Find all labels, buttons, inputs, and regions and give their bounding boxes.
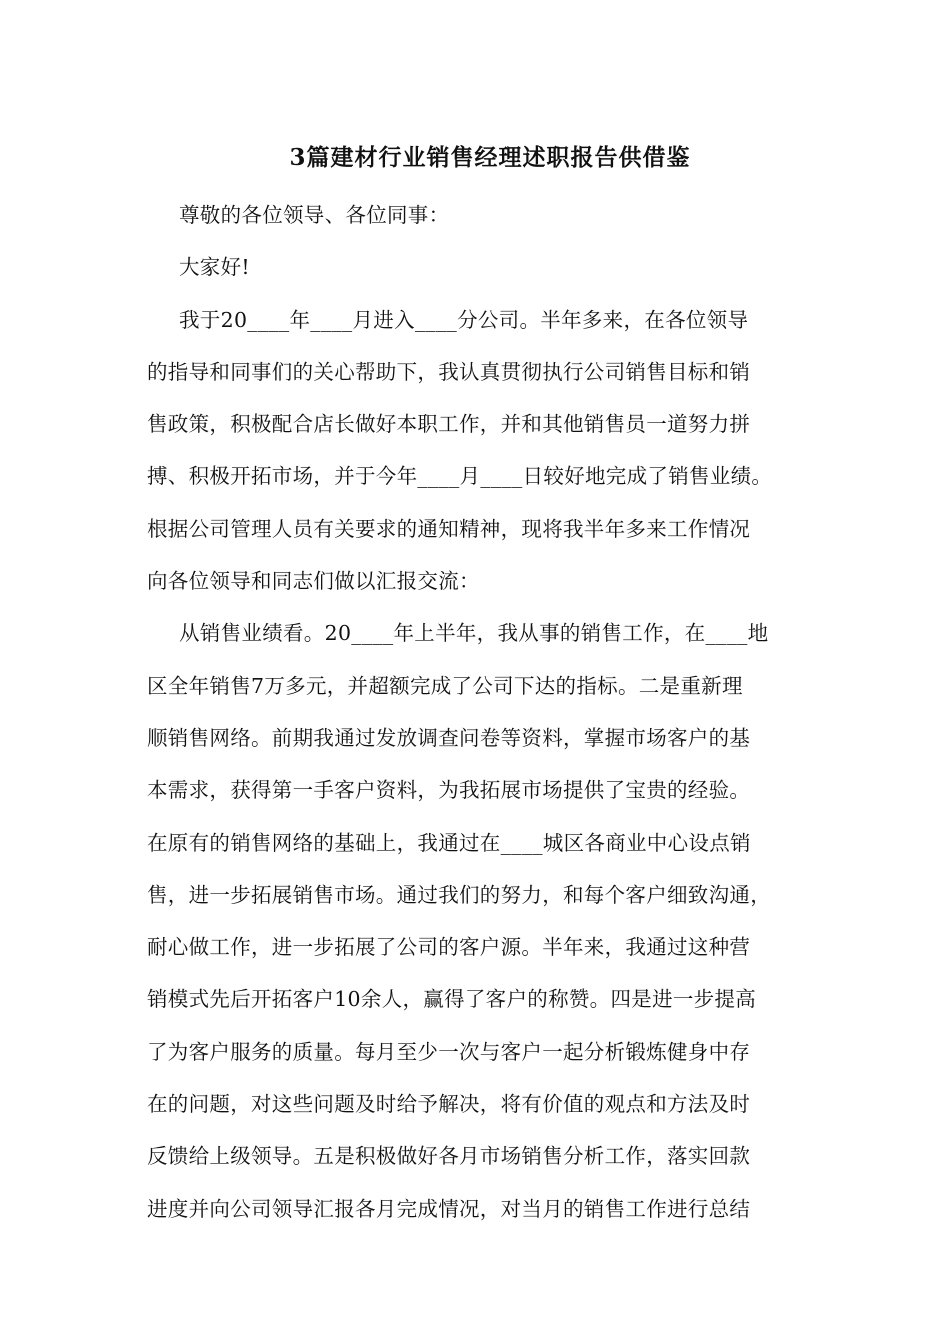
body-line: 了为客户服务的质量。每月至少一次与客户一起分析锻炼健身中存 xyxy=(147,1039,751,1064)
document-body xyxy=(147,199,827,1245)
body-line: 售，进一步拓展销售市场。通过我们的努力，和每个客户细致沟通， xyxy=(147,882,771,907)
body-line: 我于20____年____月进入____分公司。半年多来，在各位领导 xyxy=(179,307,749,332)
body-line: 根据公司管理人员有关要求的通知精神，现将我半年多来工作情况 xyxy=(147,516,751,541)
body-line: 顺销售网络。前期我通过发放调查问卷等资料，掌握市场客户的基 xyxy=(147,725,751,750)
body-line: 售政策，积极配合店长做好本职工作，并和其他销售员一道努力拼 xyxy=(147,412,751,437)
body-line: 进度并向公司领导汇报各月完成情况，对当月的销售工作进行总结 xyxy=(147,1196,751,1221)
body-line: 区全年销售7万多元，并超额完成了公司下达的指标。二是重新理 xyxy=(147,673,743,698)
body-line: 的指导和同事们的关心帮助下，我认真贯彻执行公司销售目标和销 xyxy=(147,359,751,384)
body-line: 销模式先后开拓客户10余人，赢得了客户的称赞。四是进一步提高 xyxy=(147,987,757,1012)
body-line: 尊敬的各位领导、各位同事： xyxy=(179,203,450,227)
body-line: 向各位领导和同志们做以汇报交流： xyxy=(147,569,480,594)
body-line: 本需求，获得第一手客户资料，为我拓展市场提供了宝贵的经验。 xyxy=(147,778,751,803)
body-line: 在原有的销售网络的基础上，我通过在____城区各商业中心设点销 xyxy=(147,830,751,855)
document-title: 3篇建材行业销售经理述职报告供借鉴 xyxy=(289,144,691,171)
body-line: 大家好! xyxy=(179,255,250,280)
body-line: 从销售业绩看。20____年上半年，我从事的销售工作，在____地 xyxy=(179,621,769,646)
body-line: 在的问题，对这些问题及时给予解决，将有价值的观点和方法及时 xyxy=(147,1092,751,1117)
body-line: 耐心做工作，进一步拓展了公司的客户源。半年来，我通过这种营 xyxy=(147,935,751,960)
body-line: 反馈给上级领导。五是积极做好各月市场销售分析工作，落实回款 xyxy=(147,1144,751,1169)
body-line: 搏、积极开拓市场，并于今年____月____日较好地完成了销售业绩。 xyxy=(147,464,773,489)
